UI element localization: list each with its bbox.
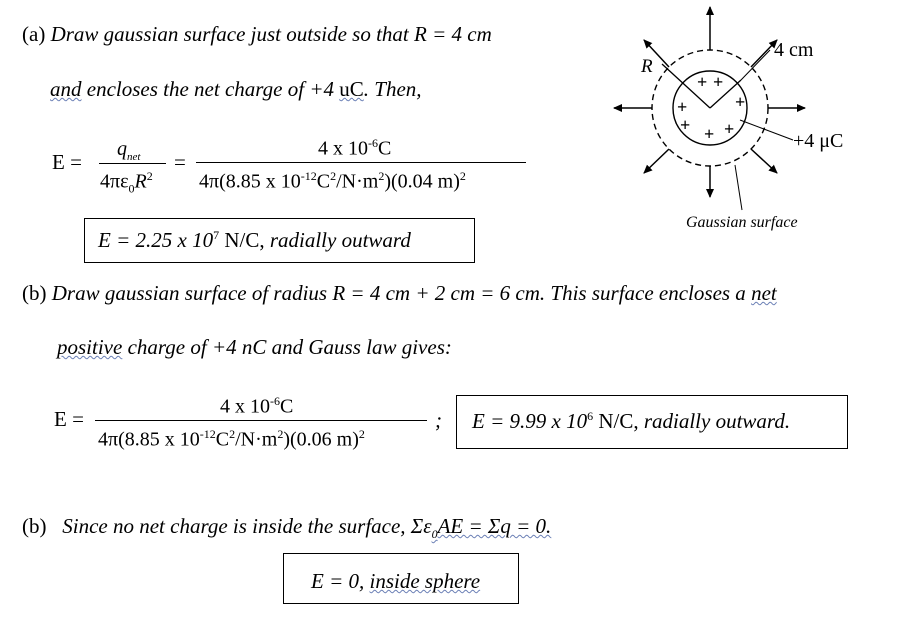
- eq-b-semicolon: ;: [435, 408, 442, 432]
- result-c-text: [311, 571, 480, 592]
- eq-b-den-sup1: -12: [199, 427, 216, 441]
- part-b-positive: positive: [57, 335, 123, 359]
- eq-a-den2-c: /N·m: [336, 170, 379, 193]
- part-c-text-b: AE = Σq = 0.: [437, 514, 552, 538]
- eq-a-den1-sup: 2: [146, 169, 153, 183]
- result-a-value: E = 2.25 x 10: [98, 228, 214, 252]
- eq-b-den-d: )(0.06 m): [283, 428, 359, 451]
- eq-a-den1: [100, 170, 153, 195]
- result-b-value: E = 9.99 x 10: [472, 409, 588, 433]
- eq-b-den-sup4: 2: [358, 427, 365, 441]
- part-a-instruction: Draw gaussian surface just outside so that R = 4 cm: [50, 22, 492, 46]
- eq-b-den-sup3: 2: [277, 427, 284, 441]
- part-a-line1: [22, 24, 492, 45]
- plus-sign: +: [724, 119, 735, 139]
- part-b-line1-text: Draw gaussian surface of radius R = 4 cm + 2 cm = 6 cm. This surface encloses a: [51, 281, 752, 305]
- eq-b-lhs: E =: [54, 407, 84, 431]
- part-c-text-a: Since no net charge is inside the surface, Σε: [62, 514, 432, 538]
- eq-b-den-sup2: 2: [229, 427, 236, 441]
- eq-b-den-c: /N·m: [235, 428, 278, 451]
- eq-b-den-b: C: [215, 428, 230, 451]
- eq-a-den2-sup3: 2: [378, 169, 385, 183]
- eq-a-den1-r: R: [134, 170, 147, 193]
- part-a-then: . Then,: [363, 77, 422, 101]
- eq-a-q: q: [117, 138, 127, 160]
- eq-a-fraction2-bar: [196, 162, 526, 163]
- label-charge: +4 μC: [793, 130, 844, 152]
- eq-a-q-sub: net: [127, 151, 141, 163]
- part-b-line2: [57, 337, 452, 358]
- eq-a-den1-a: 4πε: [100, 170, 129, 193]
- result-a-unit: N/C,: [219, 228, 270, 252]
- eq-a-den2: [199, 170, 466, 192]
- eq-a-num2-a: 4 x 10: [318, 137, 368, 160]
- eq-a-num2: [318, 137, 391, 159]
- part-c-label: (b): [22, 514, 47, 538]
- result-b-unit: N/C,: [593, 409, 644, 433]
- eq-b-fraction-bar: [95, 420, 427, 421]
- eq-b-num-a: 4 x 10: [220, 395, 270, 418]
- eq-a-den2-d: )(0.04 m): [384, 170, 460, 193]
- eq-a-den2-a: 4π(8.85 x 10: [199, 170, 301, 193]
- part-a-line2: [50, 79, 422, 100]
- part-b-net: net: [751, 281, 777, 305]
- field-arrow-downleft: [644, 149, 669, 173]
- part-c-sub: 0: [431, 527, 438, 542]
- result-c-value: E = 0,: [311, 569, 365, 593]
- part-b-line2-rest: charge of +4 nC and Gauss law gives:: [122, 335, 452, 359]
- label-r: R: [641, 56, 653, 77]
- label-4cm: 4 cm: [774, 39, 814, 61]
- part-b-line1: [22, 283, 777, 304]
- eq-b-num-b: C: [280, 395, 294, 418]
- eq-a-den2-sup4: 2: [459, 169, 466, 183]
- plus-sign: +: [677, 97, 688, 117]
- part-a-unit-uc: uC: [339, 77, 364, 101]
- label-gaussian-surface: Gaussian surface: [686, 214, 798, 231]
- result-b-direction: radially outward.: [643, 409, 791, 433]
- eq-a-lhs: E =: [52, 150, 82, 174]
- eq-a-den2-b: C: [316, 170, 331, 193]
- plus-sign: +: [704, 124, 715, 144]
- leader-surface: [735, 165, 742, 210]
- eq-a-num2-sup: -6: [368, 136, 378, 150]
- part-c-line: [22, 516, 551, 540]
- gaussian-surface-diagram: [600, 0, 880, 250]
- eq-b-den: [98, 428, 365, 450]
- leader-4cm: [741, 50, 770, 80]
- result-b-sup: 6: [587, 409, 594, 423]
- result-a-sup: 7: [213, 228, 220, 242]
- result-c-location: inside sphere: [369, 569, 481, 593]
- plus-sign: +: [697, 72, 708, 92]
- eq-a-den1-sub: 0: [128, 181, 135, 196]
- eq-a-equals2: =: [174, 150, 186, 174]
- eq-b-num: [220, 395, 293, 417]
- eq-a-num2-b: C: [378, 137, 392, 160]
- eq-a-den2-sup1: -12: [300, 169, 317, 183]
- part-a-label: (a): [22, 22, 46, 46]
- plus-sign: +: [735, 92, 746, 112]
- part-a-and: and: [50, 77, 82, 101]
- eq-a-fraction1-bar: [99, 163, 166, 164]
- eq-b-den-a: 4π(8.85 x 10: [98, 428, 200, 451]
- result-b-text: [472, 410, 790, 432]
- eq-b-num-sup: -6: [270, 394, 280, 408]
- field-arrow-downright: [751, 149, 777, 173]
- plus-sign: +: [713, 72, 724, 92]
- part-b-label: (b): [22, 281, 47, 305]
- eq-a-num1: [117, 139, 140, 163]
- plus-sign: +: [680, 115, 691, 135]
- part-a-line2-mid: encloses the net charge of +4: [81, 77, 340, 101]
- eq-a-den2-sup2: 2: [330, 169, 337, 183]
- result-a-text: [98, 229, 411, 251]
- result-a-direction: radially outward: [269, 228, 411, 252]
